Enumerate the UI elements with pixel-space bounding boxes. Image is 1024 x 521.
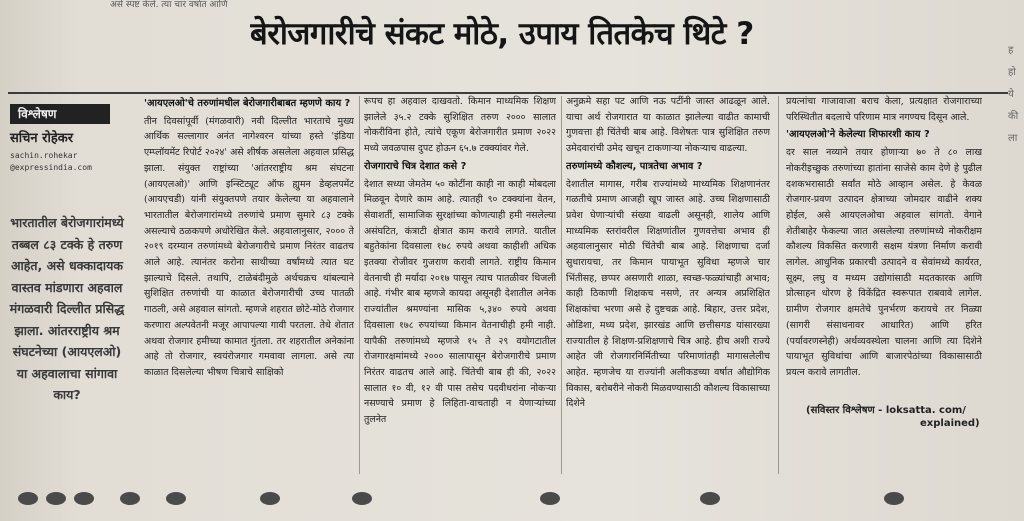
- adjacent-fragment: ह: [1008, 45, 1014, 56]
- punch-hole: [120, 492, 140, 505]
- punch-hole: [74, 492, 94, 505]
- punch-hole: [18, 492, 38, 505]
- punch-hole: [540, 492, 560, 505]
- article-column-1: [144, 94, 354, 474]
- adjacent-fragment: की: [1008, 111, 1019, 122]
- adjacent-column-strip: [1008, 40, 1024, 150]
- adjacent-fragment: ला: [1008, 133, 1018, 144]
- paragraph: दर साल नव्याने तयार होणाऱ्या ७० ते ८० लाख नोकरीइच्छुक तरुणांच्या हातांना साजेसे काम देणे हे पुढील दशकभरासाठी सर्वांत मोठे आव्हान असेल. हे केवळ रोजगार-प्रवण उत्पादन क्षेत्राच्या जोमदार वाढीने शक्य होईल, असे आयएलओचा अहवाल सांगतो. वेगाने शेतीबाहेर फेकल्या जात असलेल्या तरुणांमध्ये नोकरीक्षम कौशल्य विकसित करणारी सक्षम यंत्रणा निर्माण करावी लागेल. आधुनिक प्रकारची उत्पादने व सेवांमध्ये कार्यरत, सूक्ष्म, लघु व मध्यम उद्योगांसाठी मदतकारक आणि प्रोत्साहन धोरण हे विकेंद्रित स्वरूपात राबवावे लागेल. ग्रामीण रोजगार क्षमतेचे पुनर्भरण करायचे तर निळ्या (सागरी संसाधनावर आधारित) आणि हरित (पर्यावरणस्नेही) अर्थव्यवस्थेला चालना आणि त्या दिशेने पायाभूत सुविधांचा आणि बाजारपेठांच्या विकासासाठी प्रयत्न करावे लागतील.: [786, 147, 982, 378]
- punch-hole: [166, 492, 186, 505]
- paragraph: देशातील मागास, गरीब राज्यांमध्ये माध्यमिक शिक्षणानंतर गळतीचे प्रमाण आजही खूप जास्त आहे. उच्च शिक्षणासाठी प्रवेश घेणाऱ्यांची संख्या वाढली असूनही, शालेय आणि माध्यमिक स्तरांवरील शिक्षणांतील गुणवत्तेचा अभाव ही अहवालानुसार मोठी चिंतेची बाब आहे. शिक्षणाचा दर्जा सुधारायचा, तर किमान पायाभूत सुविधा म्हणजे चार भिंतीसह, छप्पर असणारी शाळा, स्वच्छ-फळ्यांचाही अभाव; काही ठिकाणी शिक्षकच नसणे, तर अन्यत्र अप्रशिक्षित शिक्षकांचा भरणा असे हे दुष्टचक्र आहे. बिहार, उत्तर प्रदेश, ओडिशा, मध्य प्रदेश, झारखंड आणि छत्तीसगड यांसारख्या राज्यातील हे शिक्षण-प्रशिक्षणाचे चित्र आहे. हीच अशी राज्ये आहेत जी रोजगारनिर्मितीच्या परिमाणांतही मागासलेलीच आहेत. म्हणजेच या राज्यांनी अलीकडच्या वर्षात औद्योगिक विकास, बरोबरीने नोकरी मिळवण्यासाठी कौशल्य विकासाच्या दिशेने: [566, 178, 770, 410]
- headline: बेरोजगारीचे संकट मोठे, उपाय तितकेच थिटे ?: [250, 16, 754, 52]
- adjacent-fragment: हो: [1008, 67, 1016, 78]
- paragraph: देशात सध्या जेमतेम ५० कोटींना काही ना काही मोबदला मिळवून देणारे काम आहे. त्यातही ९० टक्क्यांना वेतन, सेवाशर्ती, सामाजिक सुरक्षांच्या कोणत्याही हमी नसलेल्या असंघटित, कंत्राटी क्षेत्रात काम करावे लागते. यातील बहुतेकांना दिवसाला १७८ रुपये अथवा काहीशी अधिक इतक्या रोजीवर गुजराण करावी लागते. राष्ट्रीय किमान वेतनाची ही मर्यादा २०१७ पासून त्याच पातळीवर थिजली आहे. गंभीर बाब म्हणजे कायदा असूनही देशातील अनेक राज्यांतील श्रमण्यांना मासिक ५,३४० रुपये अथवा दिवसाला १७८ रुपयांच्या किमान वेतनाचीही हमी नाही. यापैकी तरुणांमध्ये म्हणजे १५ ते २९ वयोगटातील रोजगारक्षमांमध्ये २००० सालापासून बेरोजगारीचे प्रमाण निरंतर वाढतच आले आहे. चिंतेची बाब ही की, २०२२ सालात १० वी, १२ वी पास तसेच पदवीधरांना नोकऱ्या नसण्याचे प्रमाण हे लिहिता-वाचताही न येणाऱ्यांच्या तुलनेत: [364, 178, 556, 426]
- article-column-2: [364, 94, 556, 474]
- column-divider: [561, 96, 562, 474]
- subheading: तरुणांमध्ये कौशल्य, पात्रतेचा अभाव ?: [566, 160, 703, 172]
- punch-hole: [884, 492, 904, 505]
- punch-hole: [46, 492, 66, 505]
- subheading: रोजगाराचे चित्र देशात कसे ?: [364, 160, 467, 172]
- section-tag: विश्लेषण: [10, 104, 110, 124]
- subheading: 'आयएलओ'चे तरुणांमधील बेरोजगारीबाबत म्हणणे काय ?: [144, 98, 351, 109]
- paragraph: अनुक्रमे सहा पट आणि नऊ पटींनी जास्त आढळून आले. याचा अर्थ रोजगारात या काळात झालेल्या वाढीत कामाची गुणवत्ता ही चिंतेची बाब आहे. विशेषतः पात्र सुशिक्षित तरुण उमेदवारांची उमेद खचून टाकणाऱ्या नोकऱ्याच वाढल्या.: [566, 96, 770, 155]
- punch-hole: [352, 492, 372, 505]
- source-credit-tail: explained): [920, 418, 980, 429]
- punch-hole: [700, 492, 720, 505]
- email-line: @expressindia.com: [10, 163, 92, 172]
- previous-article-strip: असे स्पष्ट केले. त्या चार वर्षात आणि: [110, 0, 228, 10]
- source-credit: (सविस्तर विश्लेषण - loksatta. com/: [806, 405, 966, 416]
- binding-holes: [0, 482, 1024, 512]
- pull-quote: भारतातील बेरोजगारांमध्ये तब्बल ८३ टक्के हे तरुण आहेत, असे धक्कादायक वास्तव मांडणारा अहवाल मंगळवारी दिल्लीत प्रसिद्ध झाला. आंतरराष्ट्रीय श्रम संघटनेच्या (आयएलओ) या अहवालाचा सांगावा काय?: [9, 215, 125, 402]
- paragraph: प्रयत्नांचा गाजावाजा बराच केला, प्रत्यक्षात रोजगाराच्या परिस्थितीत बदलाचे परिणाम मात्र नगण्यच दिसून आले.: [786, 96, 982, 123]
- punch-hole: [260, 492, 280, 505]
- paragraph: रूपच हा अहवाल दाखवतो. किमान माध्यमिक शिक्षण झालेले ३५.२ टक्के सुशिक्षित तरुण २००० सालात नोकरीविना होते, त्यांचे एकूण बेरोजगारीत प्रमाण २०२२ मध्ये जवळपास दुपट होऊन ६५.७ टक्क्यांवर गेले.: [364, 96, 556, 155]
- author-email: [10, 150, 92, 174]
- subheading: 'आयएलओ'ने केलेल्या शिफारशी काय ?: [786, 129, 930, 141]
- adjacent-fragment: ये: [1008, 89, 1014, 100]
- paragraph: तीन दिवसांपूर्वी (मंगळवारी) नवी दिल्लीत भारताचे मुख्य आर्थिक सल्लागार अनंत नागेश्वरन यांच्या हस्ते 'इंडिया एम्प्लॉयमेंट रिपोर्ट २०२४' असे शीर्षक असलेला अहवाल प्रसिद्ध झाला. संयुक्त राष्ट्रांच्या 'आंतरराष्ट्रीय श्रम संघटना (आयएलओ)' आणि इन्स्टिट्यूट ऑफ ह्युमन डेव्हलपमेंट (आयएचडी) यांनी संयुक्तपणे तयार केलेल्या या अहवालाने भारतातील बेरोजगारांमध्ये तरुणांचे प्रमाण सुमारे ८३ टक्के असल्याचे ठळकपणे अधोरेखित केले. अहवालानुसार, २००० ते २०१९ दरम्यान तरुणांमध्ये बेरोजगारीचे प्रमाण निरंतर वाढतच आले आहे. त्यानंतर करोना साथीच्या वर्षांमध्ये त्यात घट झाल्याचे दिसले. तथापि, टाळेबंदीमुळे अर्थचक्रच थांबल्याने सुशिक्षित तरुणांची या काळात बेरोजगारीची उच्च पातळी गाठली, असे अहवाल सांगतो. म्हणजे शहरात छोटे-मोठे रोजगार करणारा अल्पवेतनी मजूर आपापल्या गावी परतला. तेथे शेतात अथवा रोजगार हमीच्या कामात गुंतला. तर शहरातील अनेकांना आहे तो रोजगार, स्वयंरोजगार गमवावा लागला. असे त्या काळात दिसलेल्या भीषण चित्राचे साक्षिको: [144, 115, 354, 378]
- article-column-4: [786, 94, 982, 474]
- email-line: sachin.rohekar: [10, 151, 78, 160]
- column-divider: [778, 96, 779, 474]
- author-byline: सचिन रोहेकर: [10, 131, 74, 146]
- column-divider: [359, 96, 360, 474]
- article-column-3: [566, 94, 770, 474]
